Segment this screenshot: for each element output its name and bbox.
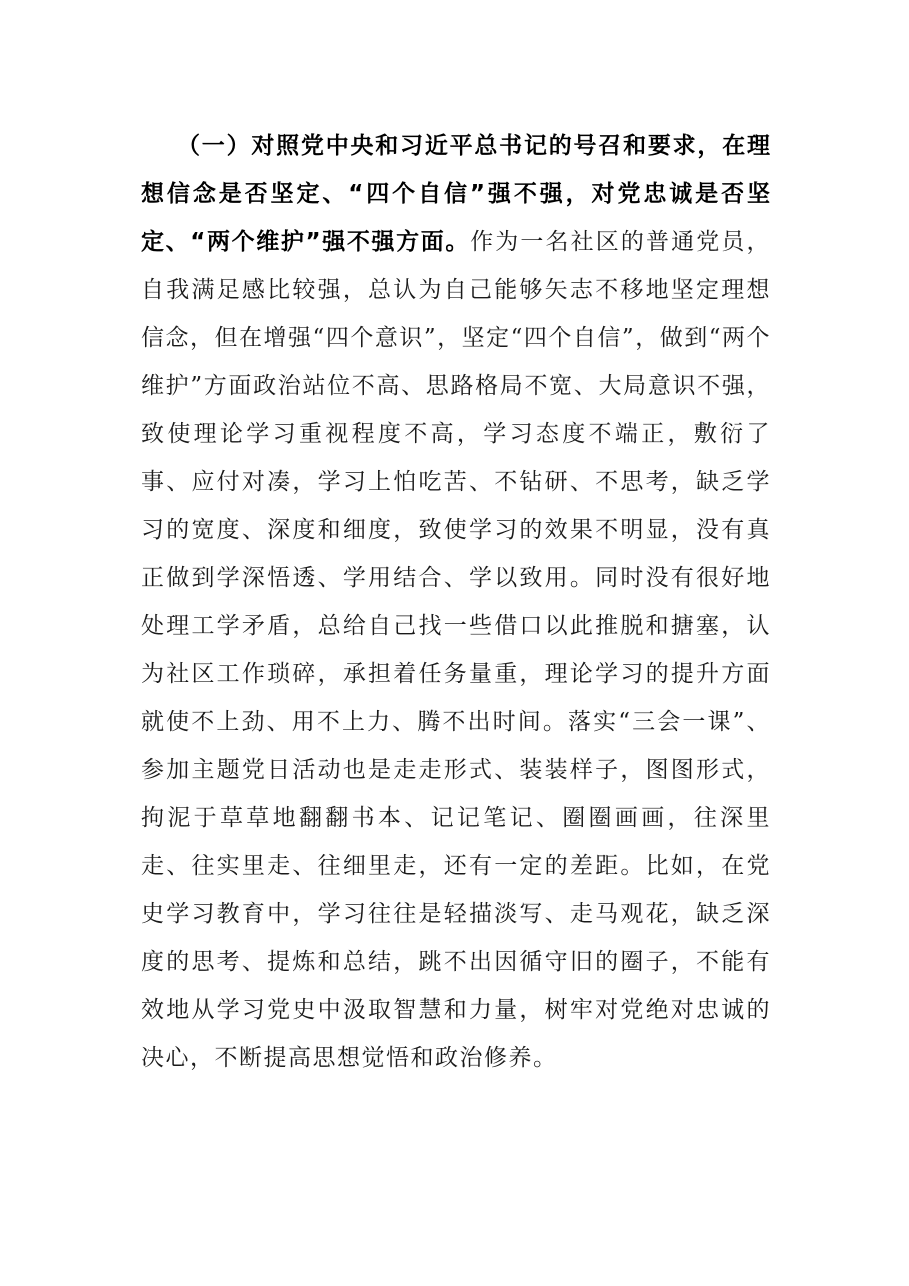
paragraph-body: 作为一名社区的普通党员，自我满足感比较强，总认为自己能够矢志不移地坚定理想信念，但在增强“四个意识”，坚定“四个自信”，做到“两个维护”方面政治站位不高、思路格局不宽、大局意识不强，致使理论学习重视程度不高，学习态度不端正，敷衍了事、应付对凑，学习上怕吃苦、不钻研、不思考，缺乏学习的宽度、深度和细度，致使学习的效果不明显，没有真正做到学深悟透、学用结合、学以致用。同时没有很好地处理工学矛盾，总给自己找一些借口以此推脱和搪塞，认为社区工作琐碎，承担着任务量重，理论学习的提升方面就使不上劲、用不上力、腾不出时间。落实“三会一课”、参加主题党日活动也是走走形式、装装样子，图图形式，拘泥于草草地翻翻书本、记记笔记、圈圈画画，往深里走、往实里走、往细里走，还有一定的差距。比如，在党史学习教育中，学习往往是轻描淡写、走马观花，缺乏深度的思考、提炼和总结，跳不出因循守旧的圈子，不能有效地从学习党史中汲取智慧和力量，树牢对党绝对忠诚的决心，不断提高思想觉悟和政治修养。: [141, 229, 771, 1071]
paragraph-heading: （一）对照党中央和习近平总书记的号召和要求，在理想信念是否坚定、“四个自信”强不强，对党忠诚是否坚定、“两个维护”强不强方面。: [141, 133, 771, 255]
paragraph: [141, 122, 771, 1082]
